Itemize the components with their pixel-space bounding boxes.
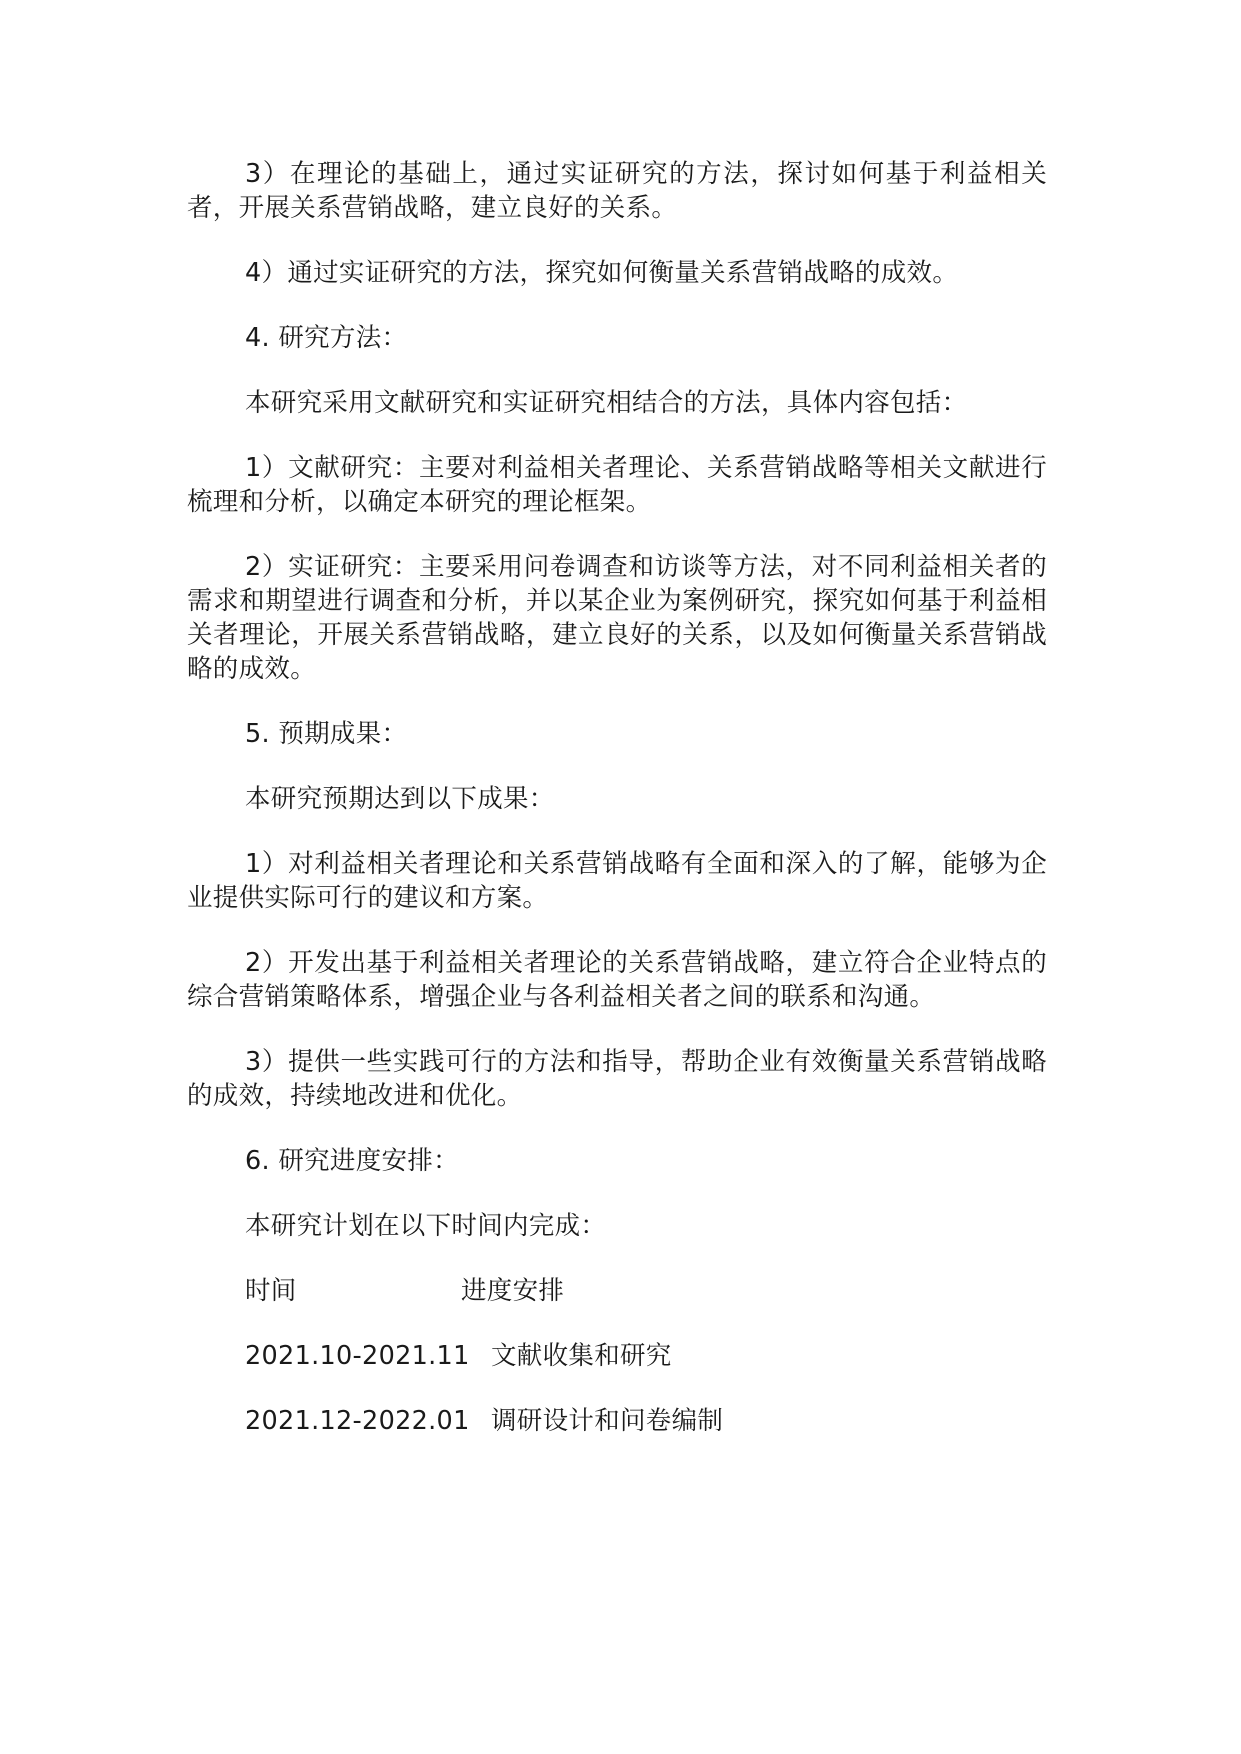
schedule-row-plan: 调研设计和问卷编制 — [491, 1406, 724, 1436]
schedule-row-time: 2021.12-2022.01 — [245, 1406, 470, 1436]
paragraph-method-empirical: 2）实证研究：主要采用问卷调查和访谈等方法，对不同利益相关者的需求和期望进行调查和分析，并以某企业为案例研究，探究如何基于利益相关者理论，开展关系营销战略，建立良好的关系，以及如何衡量关系营销战略的成效。 — [187, 552, 1047, 684]
schedule-header-row — [245, 1274, 1047, 1308]
schedule-row-plan: 文献收集和研究 — [491, 1341, 672, 1371]
heading-research-methods: 4. 研究方法： — [245, 323, 408, 353]
paragraph-objective-4: 4）通过实证研究的方法，探究如何衡量关系营销战略的成效。 — [245, 258, 959, 288]
heading-schedule: 6. 研究进度安排： — [245, 1146, 459, 1176]
paragraph-objective-3: 3）在理论的基础上，通过实证研究的方法，探讨如何基于利益相关者，开展关系营销战略，建立良好的关系。 — [187, 159, 1047, 223]
schedule-header-time: 时间 — [245, 1276, 297, 1306]
schedule-row — [245, 1339, 1047, 1373]
paragraph-method-literature: 1）文献研究：主要对利益相关者理论、关系营销战略等相关文献进行梳理和分析，以确定本研究的理论框架。 — [187, 453, 1047, 517]
schedule-row — [245, 1404, 1047, 1438]
paragraph-result-3: 3）提供一些实践可行的方法和指导，帮助企业有效衡量关系营销战略的成效，持续地改进和优化。 — [187, 1047, 1047, 1111]
document-body — [187, 157, 1047, 1469]
schedule-row-time: 2021.10-2021.11 — [245, 1341, 470, 1371]
paragraph-schedule-intro: 本研究计划在以下时间内完成： — [245, 1211, 607, 1241]
paragraph-result-2: 2）开发出基于利益相关者理论的关系营销战略，建立符合企业特点的综合营销策略体系，增强企业与各利益相关者之间的联系和沟通。 — [187, 948, 1047, 1012]
paragraph-methods-intro: 本研究采用文献研究和实证研究相结合的方法，具体内容包括： — [245, 388, 968, 418]
paragraph-results-intro: 本研究预期达到以下成果： — [245, 784, 555, 814]
heading-expected-results: 5. 预期成果： — [245, 719, 408, 749]
schedule-header-plan: 进度安排 — [461, 1276, 565, 1306]
paragraph-result-1: 1）对利益相关者理论和关系营销战略有全面和深入的了解，能够为企业提供实际可行的建议和方案。 — [187, 849, 1047, 913]
